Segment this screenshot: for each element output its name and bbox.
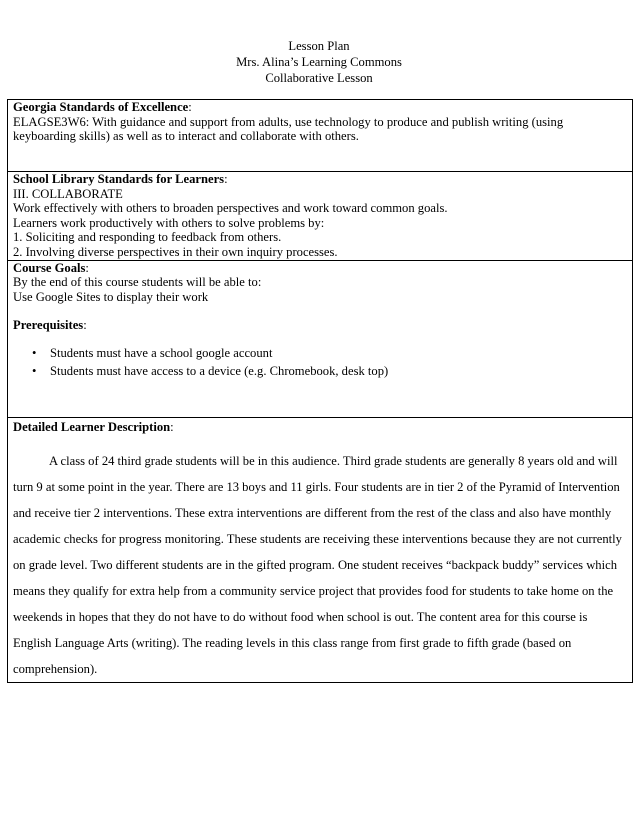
library-standards-cell: [8, 172, 633, 261]
document-author: Mrs. Alina’s Learning Commons: [236, 55, 402, 69]
library-standard-line: 1. Soliciting and responding to feedback from others.: [13, 230, 282, 245]
georgia-standards-cell: [8, 100, 633, 172]
list-item: [32, 363, 627, 379]
prerequisite-text: Students must have access to a device (e.g. Chromebook, desk top): [50, 363, 389, 378]
learner-description-heading: Detailed Learner Description: [13, 419, 171, 434]
learner-description-text: A class of 24 third grade students will be in this audience. Third grade students are generally 8 years old and will turn 9 at some point in the year. There are 13 boys and 11 girls. Four students are in tier 2 of the Pyramid of Intervention and receive tier 2 interventions. These extra interventions are different from the rest of the class and also have monthly academic checks for progress monitoring. These students are receiving these interventions because they are not currently on grade level. Two different students are in the gifted program. One student receives “backpack buddy” services which means they qualify for extra help from a community service project that provides food for students to take home on the weekends in hopes that they do not have to do without food when school is out. The content area for this course is English Language Arts (writing). The reading levels in this class range from first grade to fifth grade (based on comprehension).: [13, 454, 622, 677]
heading-colon: :: [170, 419, 174, 434]
bullet-icon: •: [32, 345, 37, 360]
georgia-standards-heading: Georgia Standards of Excellence: [13, 100, 189, 114]
library-standard-line: III. COLLABORATE: [13, 186, 123, 201]
heading-colon: :: [188, 100, 192, 114]
document-subtitle: Collaborative Lesson: [265, 71, 373, 85]
learner-description-cell: [8, 417, 633, 683]
library-standard-line: Work effectively with others to broaden perspectives and work toward common goals.: [13, 201, 448, 216]
course-goals-row: [8, 260, 633, 417]
course-goals-heading: Course Goals: [13, 260, 86, 275]
learner-description-row: [8, 417, 633, 683]
prerequisite-text: Students must have a school google account: [50, 345, 273, 360]
lesson-plan-table: [7, 99, 633, 683]
georgia-standards-row: [8, 100, 633, 172]
course-goals-cell: [8, 260, 633, 417]
heading-colon: :: [224, 172, 228, 186]
document-header: [0, 38, 638, 86]
course-goal-line: By the end of this course students will be able to:: [13, 275, 262, 290]
list-item: [32, 345, 627, 361]
heading-colon: :: [85, 260, 89, 275]
library-standards-row: [8, 172, 633, 261]
prerequisites-list: [13, 345, 627, 379]
prerequisites-heading: Prerequisites: [13, 318, 84, 333]
library-standard-line: 2. Involving diverse perspectives in their own inquiry processes.: [13, 244, 338, 259]
library-standards-heading: School Library Standards for Learners: [13, 172, 225, 186]
georgia-standards-text: ELAGSE3W6: With guidance and support from adults, use technology to produce and publish writing (using keyboarding skills) as well as to interact and collaborate with others.: [13, 114, 564, 144]
document-title: Lesson Plan: [288, 39, 350, 53]
course-goal-line: Use Google Sites to display their work: [13, 289, 209, 304]
library-standard-line: Learners work productively with others to solve problems by:: [13, 215, 325, 230]
bullet-icon: •: [32, 363, 37, 378]
heading-colon: :: [83, 318, 87, 333]
